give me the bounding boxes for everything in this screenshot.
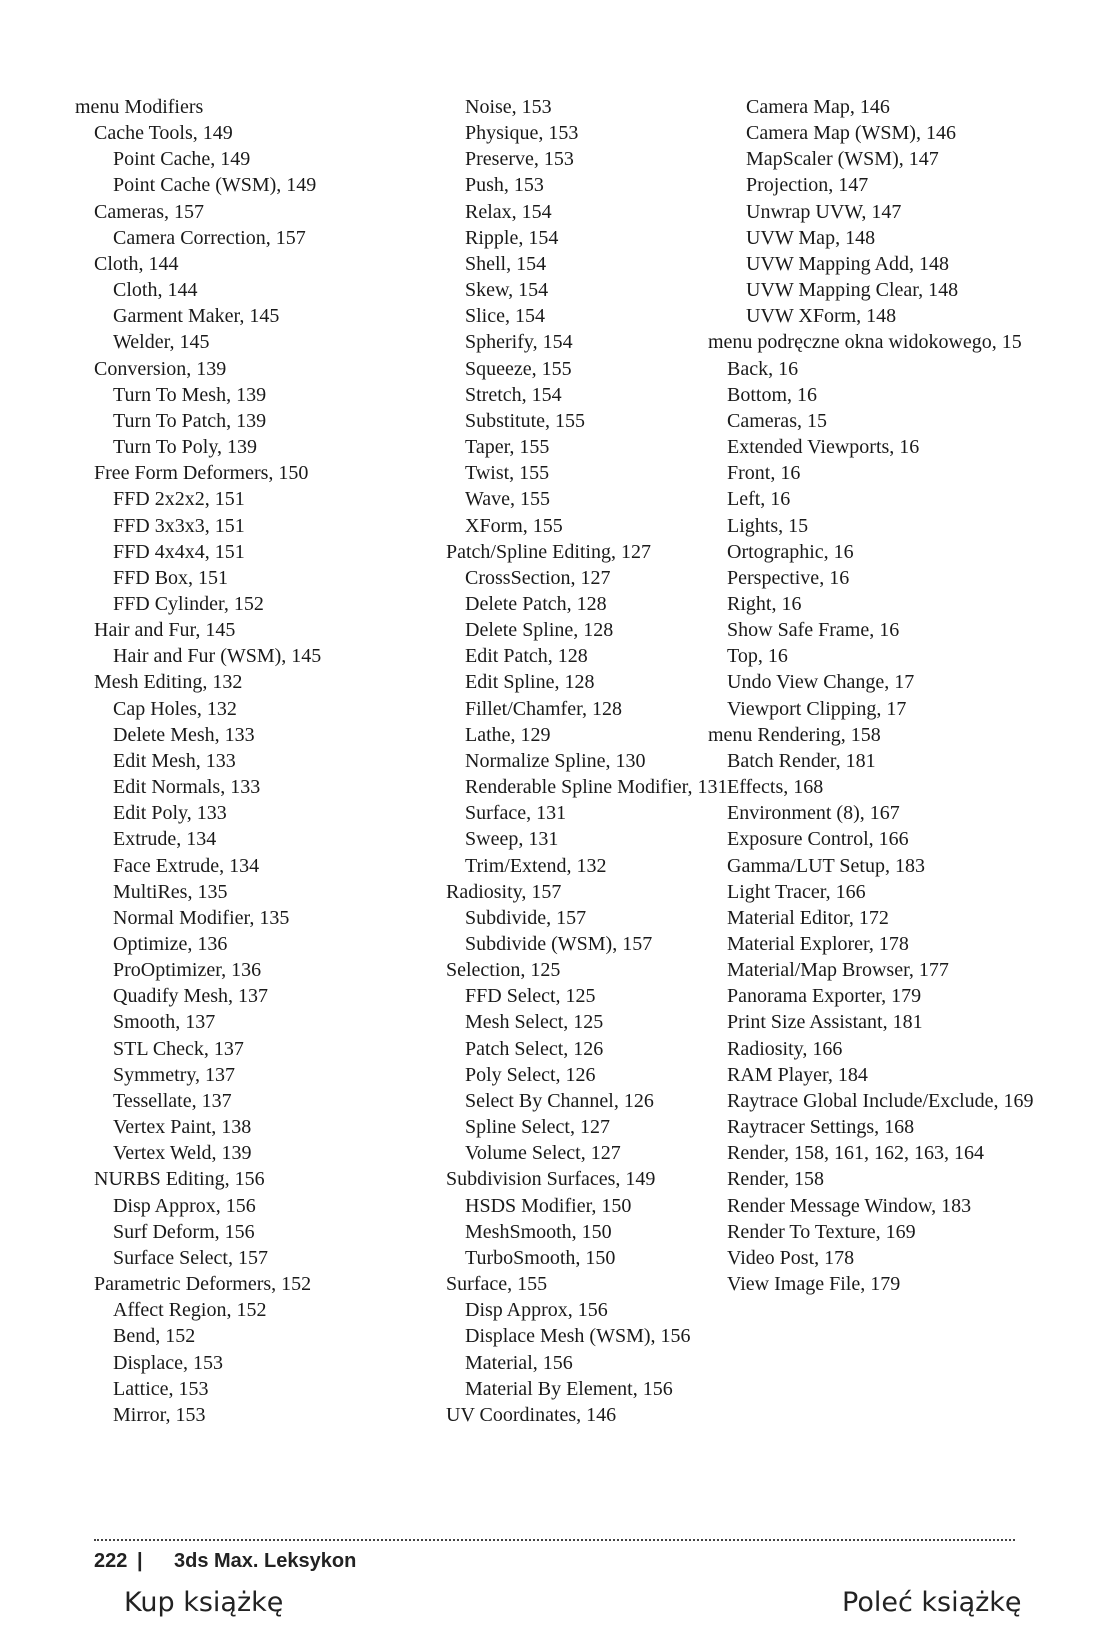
index-entry: Back, 16	[727, 357, 799, 380]
index-entry: MeshSmooth, 150	[465, 1220, 612, 1243]
index-entry: Material, 156	[465, 1351, 573, 1374]
index-entry: Unwrap UVW, 147	[746, 200, 902, 223]
index-entry: Delete Patch, 128	[465, 592, 607, 615]
index-entry: Vertex Weld, 139	[113, 1142, 252, 1165]
index-entry: UVW Mapping Add, 148	[746, 252, 949, 275]
index-entry: Cloth, 144	[113, 279, 198, 302]
index-entry: Lathe, 129	[465, 723, 551, 746]
index-entry: Ortographic, 16	[727, 540, 854, 563]
index-entry: XForm, 155	[465, 514, 563, 537]
index-entry: Cache Tools, 149	[94, 122, 233, 145]
index-entry: Exposure Control, 166	[727, 828, 909, 851]
index-entry: Fillet/Chamfer, 128	[465, 697, 622, 720]
index-entry: Stretch, 154	[465, 383, 562, 406]
index-entry: Print Size Assistant, 181	[727, 1011, 923, 1034]
index-entry: Symmetry, 137	[113, 1063, 236, 1086]
index-entry: Patch Select, 126	[465, 1037, 604, 1060]
index-entry: Surf Deform, 156	[113, 1220, 255, 1243]
index-entry: Hair and Fur (WSM), 145	[113, 645, 322, 668]
index-entry: Squeeze, 155	[465, 357, 572, 380]
index-entry: Environment (8), 167	[727, 802, 900, 825]
index-entry: Cameras, 15	[727, 409, 827, 432]
index-entry: RAM Player, 184	[727, 1063, 868, 1086]
index-entry: Panorama Exporter, 179	[727, 985, 922, 1008]
index-entry: Effects, 168	[727, 776, 824, 799]
index-entry: Sweep, 131	[465, 828, 559, 851]
index-entry: Light Tracer, 166	[727, 880, 866, 903]
index-entry: Projection, 147	[746, 174, 869, 197]
index-entry: Conversion, 139	[94, 357, 227, 380]
index-column-1	[75, 94, 424, 1428]
index-entry: Ripple, 154	[465, 226, 559, 249]
index-entry: ProOptimizer, 136	[113, 959, 262, 982]
index-entry: Affect Region, 152	[113, 1299, 267, 1322]
index-entry: Cloth, 144	[94, 252, 179, 275]
index-entry: Perspective, 16	[727, 566, 850, 589]
index-entry: CrossSection, 127	[465, 566, 611, 589]
index-entry: UVW XForm, 148	[746, 305, 897, 328]
index-entry: Tessellate, 137	[113, 1089, 232, 1112]
index-entry: Extrude, 134	[113, 828, 217, 851]
index-entry: Trim/Extend, 132	[465, 854, 607, 877]
index-entry: FFD Box, 151	[113, 566, 229, 589]
index-entry: Quadify Mesh, 137	[113, 985, 268, 1008]
index-entry: Turn To Poly, 139	[113, 436, 258, 459]
book-title: 3ds Max. Leksykon	[174, 1550, 357, 1572]
index-entry: Twist, 155	[465, 462, 550, 485]
index-entry: Top, 16	[727, 645, 788, 668]
index-entry: Disp Approx, 156	[465, 1299, 608, 1322]
index-column-2	[446, 94, 736, 1428]
index-entry: Skew, 154	[465, 279, 549, 302]
index-entry: Extended Viewports, 16	[727, 436, 920, 459]
index-entry: UVW Mapping Clear, 148	[746, 279, 959, 302]
index-entry: Hair and Fur, 145	[94, 619, 236, 642]
index-entry: Render, 158	[727, 1168, 824, 1191]
footer-rule	[94, 1539, 1015, 1541]
index-entry: Front, 16	[727, 462, 801, 485]
index-entry: Render To Texture, 169	[727, 1220, 916, 1243]
index-entry: Physique, 153	[465, 122, 579, 145]
index-entry: menu Rendering, 158	[708, 723, 881, 746]
buy-book-link[interactable]: Kup książkę	[124, 1587, 284, 1618]
index-entry: Subdivision Surfaces, 149	[446, 1168, 656, 1191]
index-entry: STL Check, 137	[113, 1037, 244, 1060]
index-entry: menu Modifiers	[75, 96, 204, 118]
index-entry: Point Cache (WSM), 149	[113, 174, 317, 197]
index-entry: Cap Holes, 132	[113, 697, 237, 720]
index-entry: Push, 153	[465, 174, 544, 197]
index-entry: Lights, 15	[727, 514, 809, 537]
index-entry: Spline Select, 127	[465, 1116, 610, 1139]
index-entry: Surface, 131	[465, 802, 567, 825]
index-entry: Edit Poly, 133	[113, 802, 227, 825]
index-entry: Shell, 154	[465, 252, 547, 275]
index-entry: Taper, 155	[465, 436, 550, 459]
index-entry: UVW Map, 148	[746, 226, 876, 249]
index-entry: NURBS Editing, 156	[94, 1168, 265, 1191]
index-entry: Smooth, 137	[113, 1011, 216, 1034]
index-entry: Left, 16	[727, 488, 791, 511]
index-entry: Delete Mesh, 133	[113, 723, 255, 746]
index-entry: Video Post, 178	[727, 1246, 855, 1269]
index-entry: Raytrace Global Include/Exclude, 169	[727, 1089, 1034, 1112]
index-entry: Lattice, 153	[113, 1377, 209, 1400]
index-entry: Displace, 153	[113, 1351, 223, 1374]
index-entry: Surface Select, 157	[113, 1246, 268, 1269]
index-entry: Delete Spline, 128	[465, 619, 614, 642]
index-entry: UV Coordinates, 146	[446, 1403, 617, 1426]
index-entry: Render Message Window, 183	[727, 1194, 972, 1217]
index-entry: Parametric Deformers, 152	[94, 1273, 312, 1296]
index-entry: menu podręczne okna widokowego, 15	[708, 331, 1022, 354]
index-entry: Selection, 125	[446, 959, 561, 982]
index-entry: FFD 3x3x3, 151	[113, 514, 245, 537]
index-entry: Displace Mesh (WSM), 156	[465, 1325, 691, 1348]
index-entry: Gamma/LUT Setup, 183	[727, 854, 925, 877]
index-entry: FFD 2x2x2, 151	[113, 488, 245, 511]
index-entry: FFD Select, 125	[465, 985, 596, 1008]
index-entry: Material Editor, 172	[727, 906, 889, 929]
index-entry: Garment Maker, 145	[113, 305, 280, 328]
index-entry: Bottom, 16	[727, 383, 818, 406]
index-entry: Face Extrude, 134	[113, 854, 260, 877]
index-entry: Wave, 155	[465, 488, 551, 511]
index-entry: Spherify, 154	[465, 331, 573, 354]
index-entry: Show Safe Frame, 16	[727, 619, 900, 642]
index-entry: Relax, 154	[465, 200, 552, 223]
index-entry: Bend, 152	[113, 1325, 196, 1348]
index-entry: Surface, 155	[446, 1273, 548, 1296]
index-entry: Vertex Paint, 138	[113, 1116, 252, 1139]
index-entry: Subdivide, 157	[465, 906, 587, 929]
index-entry: Batch Render, 181	[727, 749, 876, 772]
index-entry: Cameras, 157	[94, 200, 204, 223]
index-entry: Point Cache, 149	[113, 148, 251, 171]
index-entry: Right, 16	[727, 592, 802, 615]
index-entry: MapScaler (WSM), 147	[746, 148, 939, 171]
index-entry: Camera Map (WSM), 146	[746, 122, 956, 145]
index-entry: Viewport Clipping, 17	[727, 697, 907, 720]
index-entry: Normalize Spline, 130	[465, 749, 646, 772]
index-entry: FFD Cylinder, 152	[113, 592, 264, 615]
index-entry: View Image File, 179	[727, 1273, 901, 1296]
index-entry: Substitute, 155	[465, 409, 586, 432]
index-entry: Noise, 153	[465, 96, 552, 118]
index-entry: HSDS Modifier, 150	[465, 1194, 632, 1217]
index-entry: Poly Select, 126	[465, 1063, 596, 1086]
index-entry: Camera Map, 146	[746, 96, 890, 118]
index-entry: Render, 158, 161, 162, 163, 164	[727, 1142, 984, 1165]
index-entry: Radiosity, 157	[446, 880, 562, 903]
index-entry: Undo View Change, 17	[727, 671, 915, 694]
index-entry: Raytracer Settings, 168	[727, 1116, 915, 1139]
index-entry: Disp Approx, 156	[113, 1194, 256, 1217]
index-entry: Mesh Editing, 132	[94, 671, 243, 694]
index-entry: Material By Element, 156	[465, 1377, 673, 1400]
index-entry: Turn To Mesh, 139	[113, 383, 267, 406]
index-entry: Select By Channel, 126	[465, 1089, 654, 1112]
footer-separator: |	[137, 1550, 143, 1572]
index-entry: Radiosity, 166	[727, 1037, 843, 1060]
index-entry: Edit Mesh, 133	[113, 749, 236, 772]
index-entry: Edit Normals, 133	[113, 776, 261, 799]
index-entry: Edit Patch, 128	[465, 645, 588, 668]
index-entry: Volume Select, 127	[465, 1142, 621, 1165]
index-entry: Edit Spline, 128	[465, 671, 595, 694]
index-entry: Material/Map Browser, 177	[727, 959, 949, 982]
index-entry: Turn To Patch, 139	[113, 409, 267, 432]
index-entry: Patch/Spline Editing, 127	[446, 540, 651, 563]
index-entry: Optimize, 136	[113, 933, 228, 955]
index-entry: Renderable Spline Modifier, 131	[465, 776, 728, 799]
index-entry: MultiRes, 135	[113, 880, 228, 903]
index-entry: Mirror, 153	[113, 1403, 206, 1426]
index-entry: Free Form Deformers, 150	[94, 462, 309, 485]
index-entry: FFD 4x4x4, 151	[113, 540, 245, 563]
index-column-3	[708, 94, 1047, 1297]
index-entry: Material Explorer, 178	[727, 933, 909, 955]
index-entry: TurboSmooth, 150	[465, 1246, 616, 1269]
index-entry: Slice, 154	[465, 305, 545, 328]
index-entry: Camera Correction, 157	[113, 226, 306, 249]
index-entry: Welder, 145	[113, 331, 210, 354]
index-entry: Mesh Select, 125	[465, 1011, 604, 1034]
index-entry: Preserve, 153	[465, 148, 574, 171]
index-entry: Subdivide (WSM), 157	[465, 933, 653, 955]
index-entry: Normal Modifier, 135	[113, 906, 290, 929]
page-number: 222	[94, 1550, 128, 1572]
recommend-book-link[interactable]: Poleć książkę	[842, 1587, 1022, 1618]
